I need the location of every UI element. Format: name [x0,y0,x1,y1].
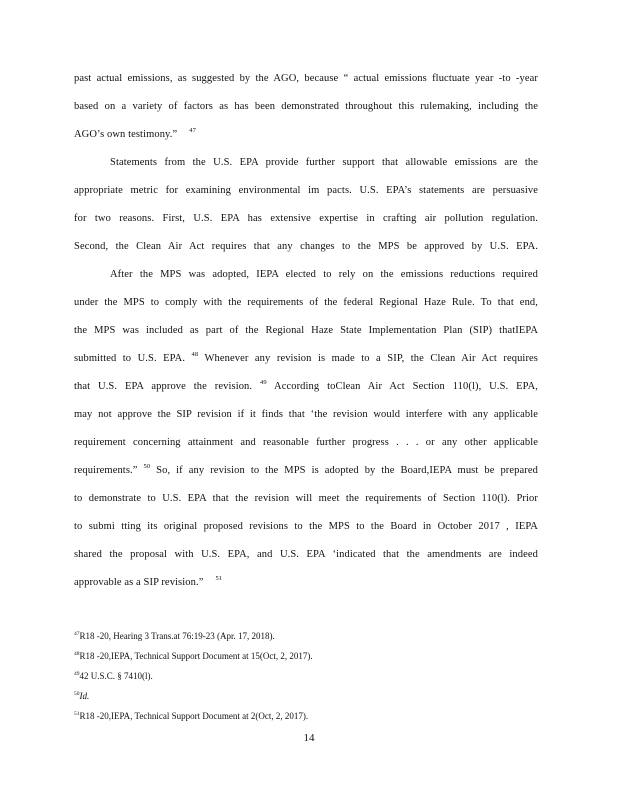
footnote [74,630,275,642]
body-line: requirement concerning attainment and reasonable further progress . . . or any other applicable [74,437,538,448]
footnote-number: 47 [74,631,80,637]
footnote-text: R18 -20,IEPA, Technical Support Document at 15(Oct, 2, 2017). [79,651,313,661]
body-line: appropriate metric for examining environmental im pacts. U.S. EPA’s statements are persuasive [74,185,538,196]
body-line: submitted to U.S. EPA. $^{48}$ Whenever any revision is made to a SIP, the Clean Air Act requires [74,351,538,364]
footnote-number: 51 [74,711,80,717]
footnote-text: Id. [79,691,90,701]
body-line: requirements.” $^{50}$ So, if any revision to the MPS is adopted by the Board,IEPA must be prepared [74,463,538,476]
body-line: may not approve the SIP revision if it finds that ‘the revision would interfere with any applicable [74,409,538,420]
footnote-ref[interactable]: 48 [191,351,199,358]
footnote [74,690,89,702]
body-line: shared the proposal with U.S. EPA, and U.S. EPA ‘indicated that the amendments are indeed [74,549,538,560]
body-line: AGO’s own testimony.” $^{47}$ [74,127,196,140]
footnote [74,710,308,722]
footnote [74,670,153,682]
footnote-number: 50 [74,691,80,697]
body-line: to submi tting its original proposed revisions to the MPS to the Board in October 2017 , IEPA [74,521,538,532]
body-line: Statements from the U.S. EPA provide further support that allowable emissions are the [110,157,538,168]
footnote-number: 48 [74,651,80,657]
body-line: approvable as a SIP revision.” $^{51}$ [74,575,223,588]
body-line: for two reasons. First, U.S. EPA has extensive expertise in crafting air pollution regulation. [74,213,538,224]
footnote-ref[interactable]: 51 [215,575,223,582]
body-line: to demonstrate to U.S. EPA that the revision will meet the requirements of Section 110(l). Prior [74,493,538,504]
footnote-ref[interactable]: 49 [260,379,267,386]
footnote-text: 42 U.S.C. § 7410(l). [79,671,153,681]
body-line: After the MPS was adopted, IEPA elected to rely on the emissions reductions required [110,269,538,280]
footnote-text: R18 -20,IEPA, Technical Support Document at 2(Oct, 2, 2017). [79,711,309,721]
footnote-number: 49 [74,671,80,677]
footnote [74,650,313,662]
body-line: that U.S. EPA approve the revision. $^{49}$ According toClean Air Act Section 110(l), U.S. EPA, [74,379,539,392]
page-number: 14 [303,732,315,744]
body-line: Second, the Clean Air Act requires that any changes to the MPS be approved by U.S. EPA. [74,241,538,252]
body-line: based on a variety of factors as has been demonstrated throughout this rulemaking, including the [74,101,538,112]
footnote-ref[interactable]: 47 [189,127,196,134]
footnote-text: R18 -20, Hearing 3 Trans.at 76:19-23 (Apr. 17, 2018). [79,631,275,641]
footnote-ref[interactable]: 50 [143,463,151,470]
body-line: the MPS was included as part of the Regional Haze State Implementation Plan (SIP) thatIEPA [74,325,538,336]
body-line: under the MPS to comply with the requirements of the federal Regional Haze Rule. To that end, [74,297,538,308]
body-line: past actual emissions, as suggested by the AGO, because “ actual emissions fluctuate year -to -year [74,73,538,84]
